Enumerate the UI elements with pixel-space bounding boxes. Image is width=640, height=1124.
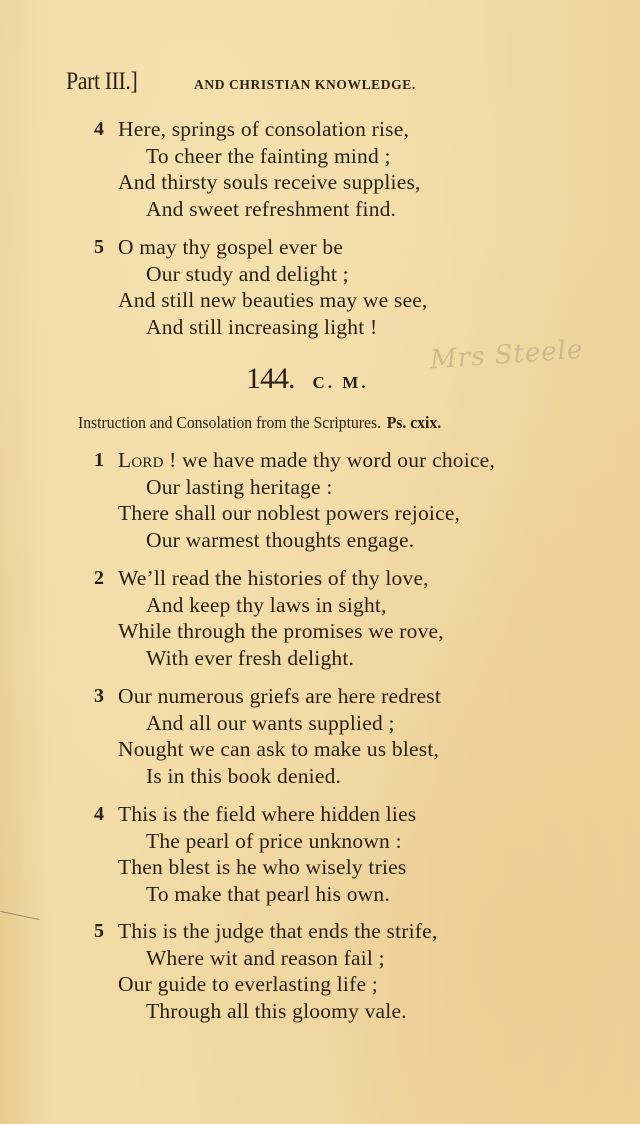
hymn-stanza-5 (94, 918, 438, 1024)
verse-line: And keep thy laws in sight, (146, 592, 387, 617)
verse-line: Is in this book denied. (146, 763, 342, 788)
verse-line: Our warmest thoughts engage. (146, 527, 415, 552)
verse-line: While through the promises we rove, (118, 619, 444, 643)
verse-line: Nought we can ask to make us blest, (118, 737, 440, 761)
scripture-reference: Ps. cxix. (386, 413, 442, 432)
stanza-number: 4 (94, 803, 105, 825)
page-header (66, 68, 586, 96)
stanza-number: 2 (94, 567, 105, 589)
verse-line: Our lasting heritage : (146, 474, 333, 499)
verse-line: ! we have made thy word our choice, (163, 448, 495, 472)
verse-line: This is the judge that ends the strife, (118, 919, 438, 943)
hymn-number: 144. (246, 362, 295, 395)
prev-hymn-stanza-4 (94, 116, 421, 222)
hymn-stanza-2 (94, 565, 444, 671)
verse-line: To make that pearl his own. (146, 881, 390, 906)
stanza-number: 4 (94, 118, 105, 140)
verse-line: This is the field where hidden lies (118, 802, 417, 826)
stanza-number: 5 (94, 920, 105, 942)
verse-line: And all our wants supplied ; (146, 710, 395, 735)
verse-line: The pearl of price unknown : (146, 828, 402, 853)
pencil-annotation: Mrs Steele (429, 334, 585, 376)
verse-line: Our numerous griefs are here redrest (118, 684, 441, 708)
stanza-number: 1 (94, 449, 105, 471)
verse-line: Our study and delight ; (146, 261, 349, 286)
running-title: AND CHRISTIAN KNOWLEDGE. (194, 77, 416, 92)
part-label: Part III.] (66, 68, 138, 95)
verse-line: Through all this gloomy vale. (146, 998, 407, 1023)
verse-line: Where wit and reason fail ; (146, 945, 385, 970)
stanza-number: 3 (94, 685, 105, 707)
hymn-meter: C. M. (312, 373, 369, 392)
verse-line: Here, springs of consolation rise, (118, 117, 410, 141)
stray-pencil-mark (0, 911, 39, 920)
verse-line: To cheer the fainting mind ; (146, 143, 391, 168)
verse-line: And thirsty souls receive supplies, (118, 170, 421, 194)
first-word: Lord (118, 448, 164, 472)
hymn-stanza-4 (94, 801, 416, 907)
stanza-number: 5 (94, 236, 105, 258)
verse-line: O may thy gospel ever be (118, 235, 344, 259)
verse-line: Then blest is he who wisely tries (118, 855, 407, 879)
verse-line: With ever fresh delight. (146, 645, 355, 670)
verse-line: Our guide to everlasting life ; (118, 972, 378, 996)
verse-line: There shall our noblest powers rejoice, (118, 501, 461, 525)
hymn-title: Instruction and Consolation from the Scriptures. (78, 413, 382, 432)
hymn-stanza-1 (94, 447, 495, 553)
verse-line: And still increasing light ! (146, 314, 378, 339)
verse-line: And still new beauties may we see, (118, 288, 428, 312)
hymn-subtitle (78, 413, 441, 433)
hymn-stanza-3 (94, 683, 441, 789)
verse-line: We’ll read the histories of thy love, (118, 566, 429, 590)
prev-hymn-stanza-5 (94, 234, 428, 340)
hymn-heading (246, 362, 369, 396)
verse-line: And sweet refreshment find. (146, 196, 397, 221)
